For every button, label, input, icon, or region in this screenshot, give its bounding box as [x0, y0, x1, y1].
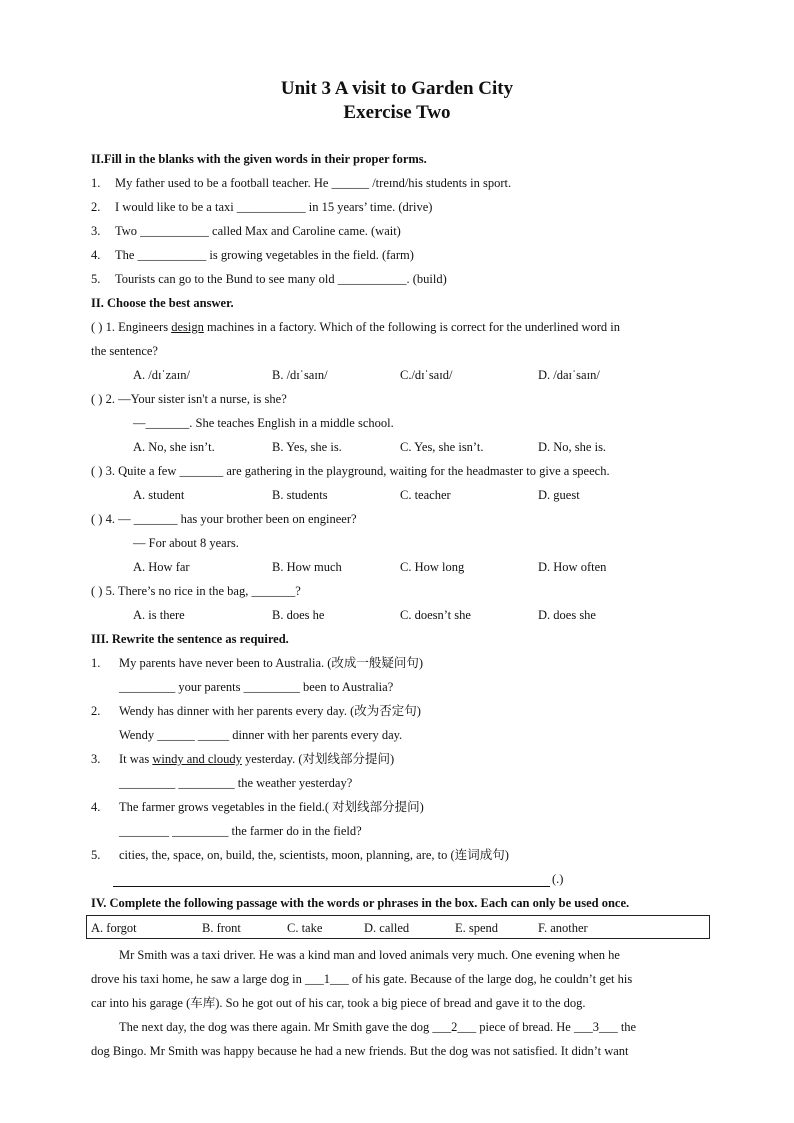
page-title: Unit 3 A visit to Garden City: [280, 78, 514, 99]
q2-option-b: B. Yes, she is.: [272, 440, 342, 454]
q1-continuation: the sentence?: [91, 344, 158, 358]
question-1: [91, 319, 620, 335]
page-subtitle: Exercise Two: [343, 102, 451, 123]
sec1-item-text: Tourists can go to the Bund to see many old ___________. (build): [115, 272, 447, 286]
passage-line: The next day, the dog was there again. Mr Smith gave the dog ___2___ piece of bread. He ___3___ the: [119, 1020, 637, 1034]
sec3-q3-pre: It was: [119, 752, 153, 766]
section-1-heading: II.Fill in the blanks with the given words in their proper forms.: [91, 152, 427, 166]
q4-option-d: D. How often: [538, 560, 607, 574]
q1-underlined-word: design: [171, 320, 204, 334]
sec3-item-text: The farmer grows vegetables in the field.( 对划线部分提问): [119, 800, 424, 814]
question-5: ( ) 5. There’s no rice in the bag, _______?: [91, 584, 301, 598]
sec1-item-num: 1.: [91, 176, 101, 190]
sec3-item-answer: _________ _________ the weather yesterday?: [119, 776, 353, 790]
sec3-item-answer: (.): [552, 872, 564, 886]
sec1-item-text: My father used to be a football teacher. He ______ /treɪnd/his students in sport.: [115, 176, 512, 190]
section-2-heading: II. Choose the best answer.: [91, 296, 234, 310]
q5-option-b: B. does he: [272, 608, 325, 622]
q1-option-b: B. /dɪˈsaɪn/: [272, 368, 328, 382]
sec1-item-text: Two ___________ called Max and Caroline came. (wait): [115, 224, 401, 238]
word-box-item: C. take: [287, 921, 323, 935]
section-4-heading: IV. Complete the following passage with the words or phrases in the box. Each can only be used once.: [91, 896, 630, 910]
q2-option-c: C. Yes, she isn’t.: [400, 440, 484, 454]
word-box-item: B. front: [202, 921, 241, 935]
sec3-item-answer: Wendy ______ _____ dinner with her parents every day.: [119, 728, 403, 742]
q1-option-d: D. /daɪˈsaɪn/: [538, 368, 600, 382]
sec3-item-num: 5.: [91, 848, 101, 862]
q4-option-b: B. How much: [272, 560, 342, 574]
sec3-item-text: cities, the, space, on, build, the, scientists, moon, planning, are, to (连词成句): [119, 848, 509, 862]
passage-line: drove his taxi home, he saw a large dog in ___1___ of his gate. Because of the large dog, he couldn’t get his: [91, 972, 633, 986]
q5-option-a: A. is there: [133, 608, 185, 622]
q4-option-a: A. How far: [133, 560, 190, 574]
passage-line: Mr Smith was a taxi driver. He was a kind man and loved animals very much. One evening when he: [119, 948, 620, 962]
q1-option-c: C./dɪˈsaɪd/: [400, 368, 453, 382]
answer-line: [113, 886, 550, 887]
q4-option-c: C. How long: [400, 560, 465, 574]
passage-line: car into his garage (车库). So he got out of his car, took a big piece of bread and gave it to the dog.: [91, 996, 586, 1010]
q5-option-d: D. does she: [538, 608, 596, 622]
sec3-item-num: 3.: [91, 752, 101, 766]
sec1-item-num: 3.: [91, 224, 101, 238]
sec1-item-text: I would like to be a taxi ___________ in 15 years’ time. (drive): [115, 200, 433, 214]
q2-option-d: D. No, she is.: [538, 440, 607, 454]
q1-option-a: A. /dɪˈzaɪn/: [133, 368, 190, 382]
sec3-item-text: Wendy has dinner with her parents every day. (改为否定句): [119, 704, 421, 718]
sec1-item-text: The ___________ is growing vegetables in the field. (farm): [115, 248, 414, 262]
sec3-item-num: 4.: [91, 800, 101, 814]
section-3-heading: III. Rewrite the sentence as required.: [91, 632, 289, 646]
sec3-item-num: 2.: [91, 704, 101, 718]
q3-option-d: D. guest: [538, 488, 580, 502]
q1-pre: ( ) 1. Engineers: [91, 320, 172, 334]
question-3: ( ) 3. Quite a few _______ are gathering in the playground, waiting for the headmaster to give a speech.: [91, 464, 610, 478]
q1-post: machines in a factory. Which of the following is correct for the underlined word in: [203, 320, 621, 334]
sec3-item-text: My parents have never been to Australia. (改成一般疑问句): [119, 656, 424, 670]
word-box-item: A. forgot: [91, 921, 137, 935]
q5-option-c: C. doesn’t she: [400, 608, 471, 622]
q3-option-b: B. students: [272, 488, 328, 502]
sec3-item-answer: ________ _________ the farmer do in the field?: [119, 824, 362, 838]
word-box-item: F. another: [538, 921, 588, 935]
sec3-item-num: 1.: [91, 656, 101, 670]
question-4: ( ) 4. — _______ has your brother been on engineer?: [91, 512, 357, 526]
question-2: ( ) 2. —Your sister isn't a nurse, is she?: [91, 392, 287, 406]
sec3-q3-underlined: windy and cloudy: [152, 752, 242, 766]
sec1-item-num: 2.: [91, 200, 101, 214]
sec3-q3-post: yesterday. (对划线部分提问): [241, 752, 395, 766]
q3-option-c: C. teacher: [400, 488, 451, 502]
word-box-item: E. spend: [455, 921, 499, 935]
sec1-item-num: 4.: [91, 248, 101, 262]
q3-option-a: A. student: [133, 488, 185, 502]
q2-line-2: —_______. She teaches English in a middle school.: [133, 416, 394, 430]
word-box-item: D. called: [364, 921, 410, 935]
sec3-item-text: [119, 751, 394, 767]
q2-option-a: A. No, she isn’t.: [133, 440, 215, 454]
q4-line-2: — For about 8 years.: [133, 536, 239, 550]
passage-line: dog Bingo. Mr Smith was happy because he had a new friends. But the dog was not satisfied. It didn’t want: [91, 1044, 629, 1058]
sec3-item-answer: _________ your parents _________ been to Australia?: [119, 680, 394, 694]
sec1-item-num: 5.: [91, 272, 101, 286]
